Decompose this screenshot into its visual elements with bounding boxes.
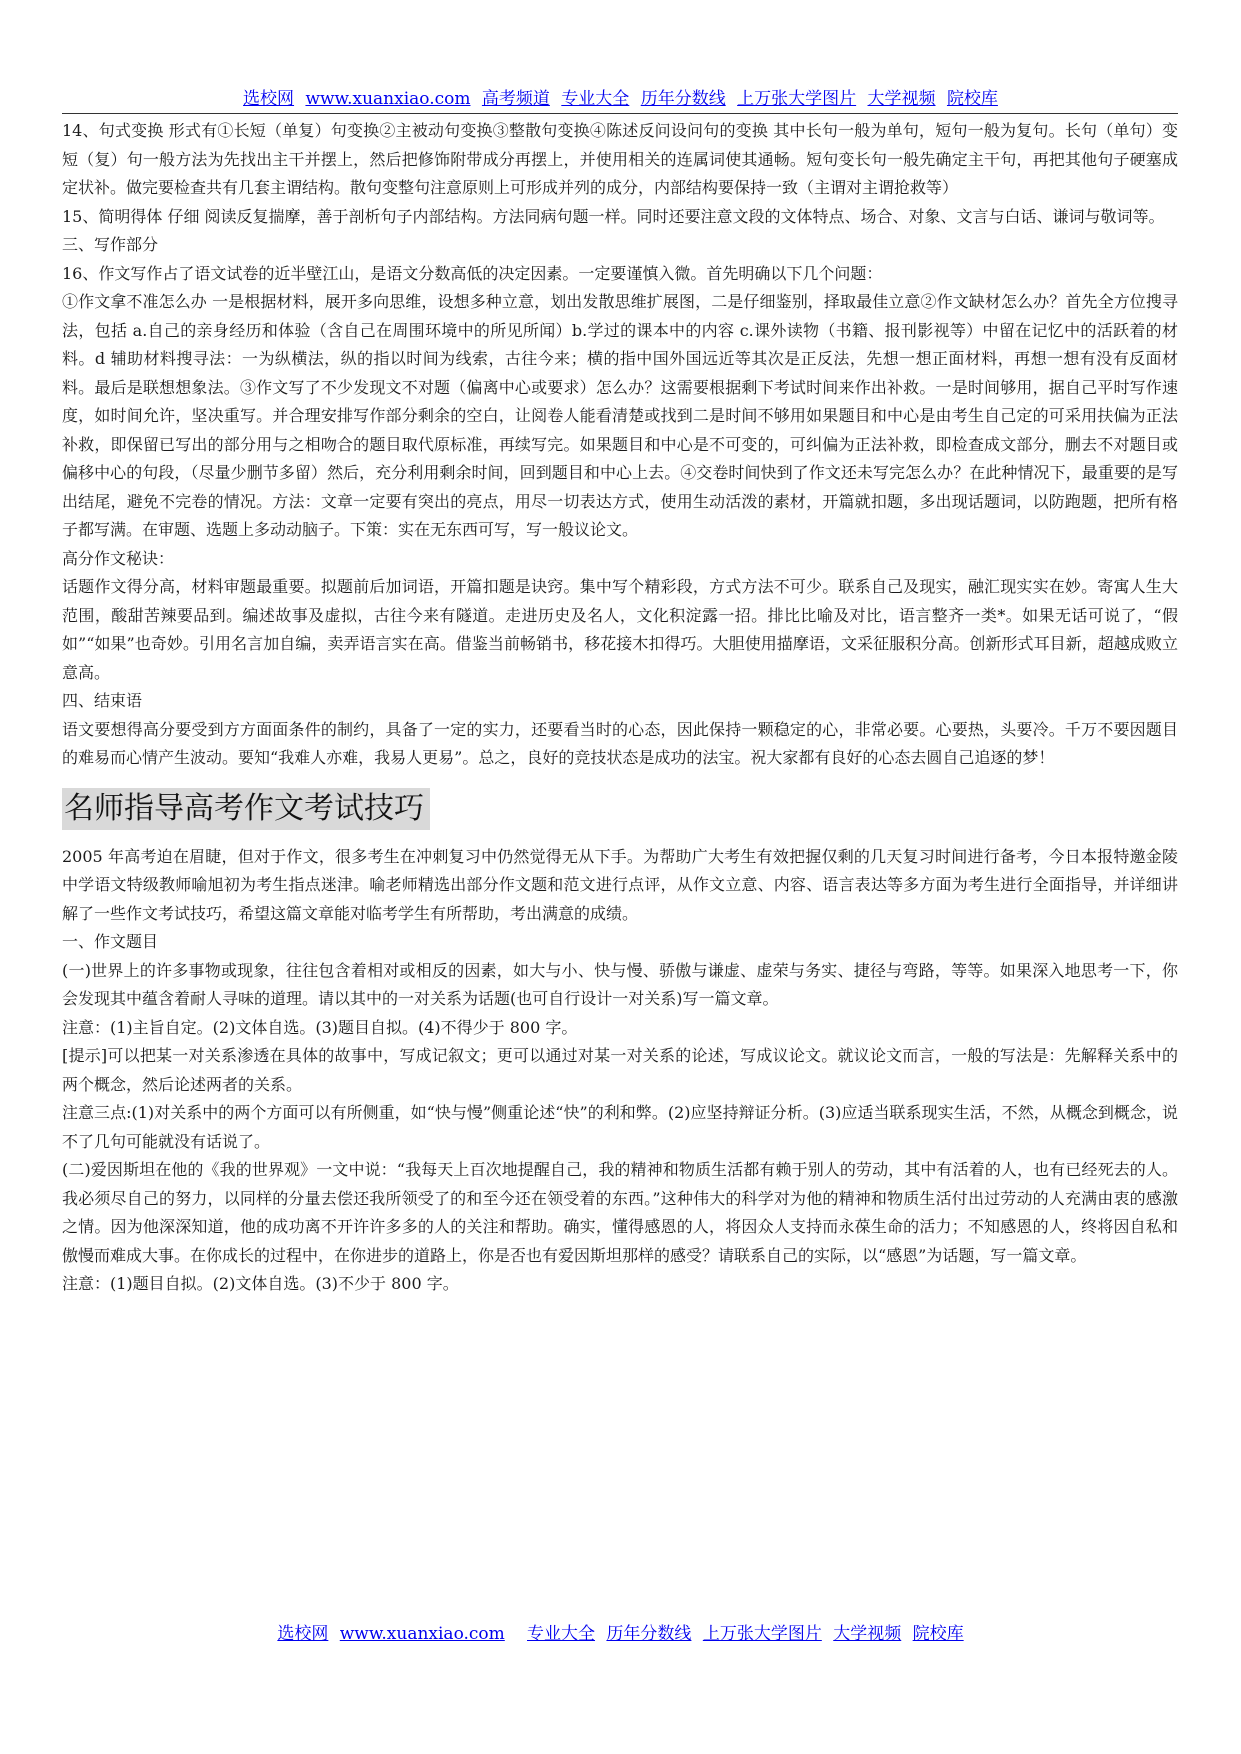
paragraph-topic-2: (二)爱因斯坦在他的《我的世界观》一文中说：“我每天上百次地提醒自己，我的精神和物质生活都有赖于别人的劳动，其中有活着的人，也有已经死去的人。我必须尽自己的努力，以同样的分量去偿还我所领受了的和至今还在领受着的东西。”这种伟大的科学对为他的精神和物质生活付出过劳动的人充满由衷的感激之情。因为他深深知道，他的成功离不开许许多多的人的关注和帮助。确实，懂得感恩的人，将因众人支持而永葆生命的活力；不知感恩的人，终将因自私和傲慢而难成大事。在你成长的过程中，在你进步的道路上，你是否也有爱因斯坦那样的感受？请联系自己的实际，以“感恩”为话题，写一篇文章。 — [62, 1160, 1178, 1265]
section-title-topics: 一、作文题目 — [62, 932, 159, 951]
footer-nav — [0, 1623, 1241, 1645]
footer-link-photos[interactable]: 上万张大学图片 — [702, 1624, 822, 1644]
footer-link-scores[interactable]: 历年分数线 — [606, 1624, 692, 1644]
paragraph-topic-1-hint: [提示]可以把某一对关系渗透在具体的故事中，写成记叙文；更可以通过对某一对关系的论述，写成议论文。就议论文而言，一般的写法是：先解释关系中的两个概念，然后论述两者的关系。 — [62, 1046, 1178, 1094]
nav-link-scores[interactable]: 历年分数线 — [640, 89, 726, 109]
paragraph-article-intro: 2005 年高考迫在眉睫，但对于作文，很多考生在冲刺复习中仍然觉得无从下手。为帮助广大考生有效把握仅剩的几天复习时间进行备考，今日本报特邀金陵中学语文特级教师喻旭初为考生指点迷津。喻老师精选出部分作文题和范文进行点评，从作文立意、内容、语言表达等多方面为考生进行全面指导，并详细讲解了一些作文考试技巧，希望这篇文章能对临考学生有所帮助，考出满意的成绩。 — [62, 846, 1178, 923]
paragraph-topic-1: (一)世界上的许多事物或现象，往往包含着相对或相反的因素，如大与小、快与慢、骄傲与谦虚、虚荣与务实、捷径与弯路，等等。如果深入地思考一下，你会发现其中蕴含着耐人寻味的道理。请以其中的一对关系为话题(也可自行设计一对关系)写一篇文章。 — [62, 960, 1178, 1008]
nav-link-gaokao[interactable]: 高考频道 — [481, 89, 550, 109]
footer-link-xuanxiao[interactable]: 选校网 — [277, 1624, 329, 1644]
nav-link-majors[interactable]: 专业大全 — [561, 89, 630, 109]
footer-link-majors[interactable]: 专业大全 — [527, 1624, 596, 1644]
footer-link-website[interactable]: www.xuanxiao.com — [339, 1624, 505, 1644]
paragraph-writing-intro: 16、作文写作占了语文试卷的近半壁江山，是语文分数高低的决定因素。一定要谨慎入微。首先明确以下几个问题： — [62, 263, 883, 283]
paragraph-sentence-transform: 14、句式变换 形式有①长短（单复）句变换②主被动句变换③整散句变换④陈述反问设问句的变换 其中长句一般为单句，短句一般为复句。长句（单句）变短（复）句一般方法为先找出主干并摆上，然后把修饰附带成分再摆上，并使用相关的连属词使其通畅。短句变长句一般先确定主干句，再把其他句子硬塞成定状补。做完要检查共有几套主谓结构。散句变整句注意原则上可形成并列的成分，内部结构要保持一致（主谓对主谓抢救等） — [62, 121, 1178, 197]
document-body — [62, 117, 1178, 1299]
footer-link-colleges[interactable]: 院校库 — [912, 1624, 964, 1644]
paragraph-topic-1-notes: 注意：(1)主旨自定。(2)文体自选。(3)题目自拟。(4)不得少于 800 字。 — [62, 1017, 578, 1037]
nav-link-photos[interactable]: 上万张大学图片 — [737, 89, 857, 109]
article-heading: 名师指导高考作文考试技巧 — [62, 788, 430, 830]
paragraph-topic-2-notes: 注意：(1)题目自拟。(2)文体自选。(3)不少于 800 字。 — [62, 1274, 459, 1293]
header-nav — [0, 88, 1241, 110]
subtitle-high-score: 高分作文秘诀： — [62, 548, 175, 568]
nav-link-videos[interactable]: 大学视频 — [867, 89, 936, 109]
paragraph-writing-problems: ①作文拿不准怎么办 一是根据材料，展开多向思维，设想多种立意，划出发散思维扩展图，二是仔细鉴别，择取最佳立意②作文缺材怎么办？首先全方位搜寻法，包括 a.自己的亲身经历和体验（含自己在周围环境中的所见所闻）b.学过的课本中的内容 c.课外读物（书籍、报刊影视等）中留在记忆中的活跃着的材料。d 辅助材料搜寻法：一为纵横法，纵的指以时间为线索，古往今来；横的指中国外国远近等其次是正反法，先想一想正面材料，再想一想有没有反面材料。最后是联想想象法。③作文写了不少发现文不对题（偏离中心或要求）怎么办？这需要根据剩下考试时间来作出补救。一是时间够用，据自己平时写作速度，如时间允许，坚决重写。并合理安排写作部分剩余的空白，让阅卷人能看清楚或找到二是时间不够用如果题目和中心是由考生自己定的可采用扶偏为正法补救，即保留已写出的部分用与之相吻合的题目取代原标准，再续写完。如果题目和中心是不可变的，可纠偏为正法补救，即检查成文部分，删去不对题目或偏移中心的句段，（尽量少删节多留）然后，充分利用剩余时间，回到题目和中心上去。④交卷时间快到了作文还未写完怎么办？在此种情况下，最重要的是写出结尾，避免不完卷的情况。方法：文章一定要有突出的亮点，用尽一切表达方式，使用生动活泼的素材，开篇就扣题，多出现话题词，以防跑题，把所有格子都写满。在审题、选题上多动动脑子。下策：实在无东西可写，写一般议论文。 — [62, 292, 1178, 539]
paragraph-concise: 15、简明得体 仔细 阅读反复揣摩，善于剖析句子内部结构。方法同病句题一样。同时还要注意文段的文体特点、场合、对象、文言与白话、谦词与敬词等。 — [62, 206, 1165, 226]
section-title-writing: 三、写作部分 — [62, 235, 159, 254]
nav-link-colleges[interactable]: 院校库 — [946, 89, 998, 109]
nav-link-xuanxiao[interactable]: 选校网 — [243, 89, 295, 109]
nav-link-website[interactable]: www.xuanxiao.com — [305, 89, 471, 109]
paragraph-conclusion: 语文要想得高分要受到方方面面条件的制约，具备了一定的实力，还要看当时的心态，因此保持一颗稳定的心，非常必要。心要热，头要冷。千万不要因题目的难易而心情产生波动。要知“我难人亦难，我易人更易”。总之，良好的竞技状态是成功的法宝。祝大家都有良好的心态去圆自己追逐的梦！ — [62, 719, 1178, 767]
paragraph-high-score-rhyme: 话题作文得分高，材料审题最重要。拟题前后加词语，开篇扣题是诀窍。集中写个精彩段，方式方法不可少。联系自己及现实，融汇现实实在妙。寄寓人生大范围，酸甜苦辣要品到。编述故事及虚拟，古往今来有隧道。走进历史及名人，文化积淀露一招。排比比喻及对比，语言整齐一类*。如果无话可说了，“假如”“如果”也奇妙。引用名言加自编，卖弄语言实在高。借鉴当前畅销书，移花接木扣得巧。大胆使用描摩语，文采征服积分高。创新形式耳目新，超越成败立意高。 — [62, 577, 1178, 682]
paragraph-topic-1-points: 注意三点:(1)对关系中的两个方面可以有所侧重，如“快与慢”侧重论述“快”的利和弊。(2)应坚持辩证分析。(3)应适当联系现实生活，不然，从概念到概念，说不了几句可能就没有话说了。 — [62, 1103, 1178, 1151]
header-divider — [62, 113, 1178, 114]
footer-link-videos[interactable]: 大学视频 — [833, 1624, 902, 1644]
section-title-conclusion: 四、结束语 — [62, 691, 143, 710]
